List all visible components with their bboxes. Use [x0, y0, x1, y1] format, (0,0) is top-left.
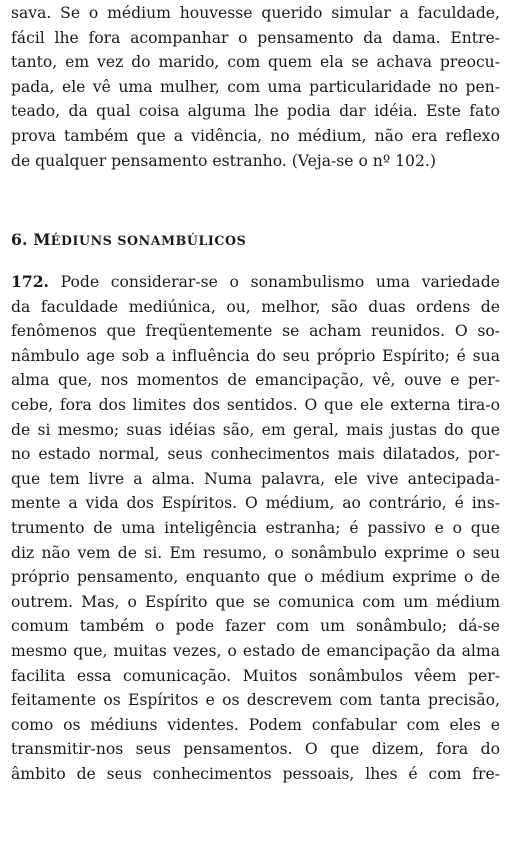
text-line: fenômenos que freqüentemente se acham reunidos. O so- — [11, 322, 500, 341]
text-line: fácil lhe fora acompanhar o pensamento da dama. Entre- — [11, 28, 500, 47]
paragraph-number: 172. — [11, 272, 49, 291]
text-line: de si mesmo; suas idéias são, em geral, mais justas do que — [11, 420, 500, 439]
text-line: facilita essa comunicação. Muitos sonâmbulos vêem per- — [11, 666, 500, 685]
text-line: da faculdade mediúnica, ou, melhor, são duas ordens de — [11, 297, 500, 316]
text-line: de qualquer pensamento estranho. (Veja-se o nº 102.) — [11, 151, 436, 170]
text-line: no estado normal, seus conhecimentos mais dilatados, por- — [11, 445, 500, 464]
text-line: diz não vem de si. Em resumo, o sonâmbulo exprime o seu — [11, 543, 500, 562]
text-line: teado, da qual coisa alguma lhe podia dar idéia. Este fato — [11, 102, 500, 121]
text-line: âmbito de seus conhecimentos pessoais, lhes é com fre- — [11, 764, 500, 783]
text-line: sava. Se o médium houvesse querido simular a faculdade, — [11, 4, 500, 22]
paragraph-first-line-text: Pode considerar-se o sonambulismo uma variedade — [48, 273, 500, 291]
text-line: que tem livre a alma. Numa palavra, ele vive antecipada- — [11, 469, 500, 488]
text-line: mente a vida dos Espíritos. O médium, ao contrário, é ins- — [11, 494, 500, 513]
text-line: cebe, fora dos limites dos sentidos. O que ele externa tira-o — [11, 395, 500, 414]
text-line: tanto, em vez do marido, com quem ela se achava preocu- — [11, 53, 500, 72]
text-line: trumento de uma inteligência estranha; é passivo e o que — [11, 518, 500, 537]
text-line: comum também o pode fazer com um sonâmbulo; dá-se — [11, 617, 500, 636]
text-line: transmitir-nos seus pensamentos. O que dizem, fora do — [11, 740, 500, 759]
text-line: pada, ele vê uma mulher, com uma particularidade no pen- — [11, 77, 500, 96]
paragraph-continuation — [11, 1, 500, 173]
text-line: feitamente os Espíritos e os descrevem com tanta precisão, — [11, 691, 500, 710]
section-heading — [11, 228, 500, 253]
text-line: prova também que a vidência, no médium, não era reflexo — [11, 126, 500, 145]
text-line: nâmbulo age sob a influência do seu próprio Espírito; é sua — [11, 346, 500, 365]
text-line: mesmo que, muitas vezes, o estado de emancipação da alma — [11, 641, 500, 660]
text-line: outrem. Mas, o Espírito que se comunica com um médium — [11, 592, 500, 611]
text-line — [11, 270, 500, 295]
text-line: próprio pensamento, enquanto que o médium exprime o de — [11, 568, 500, 587]
paragraph-172 — [11, 270, 500, 786]
section-heading-title: ÉDIUNS SONAMBÚLICOS — [50, 233, 247, 248]
text-line: alma que, nos momentos de emancipação, vê, ouve e per- — [11, 371, 500, 390]
section-heading-number: 6. M — [11, 230, 51, 249]
text-line: como os médiuns videntes. Podem confabular com eles e — [11, 715, 500, 734]
